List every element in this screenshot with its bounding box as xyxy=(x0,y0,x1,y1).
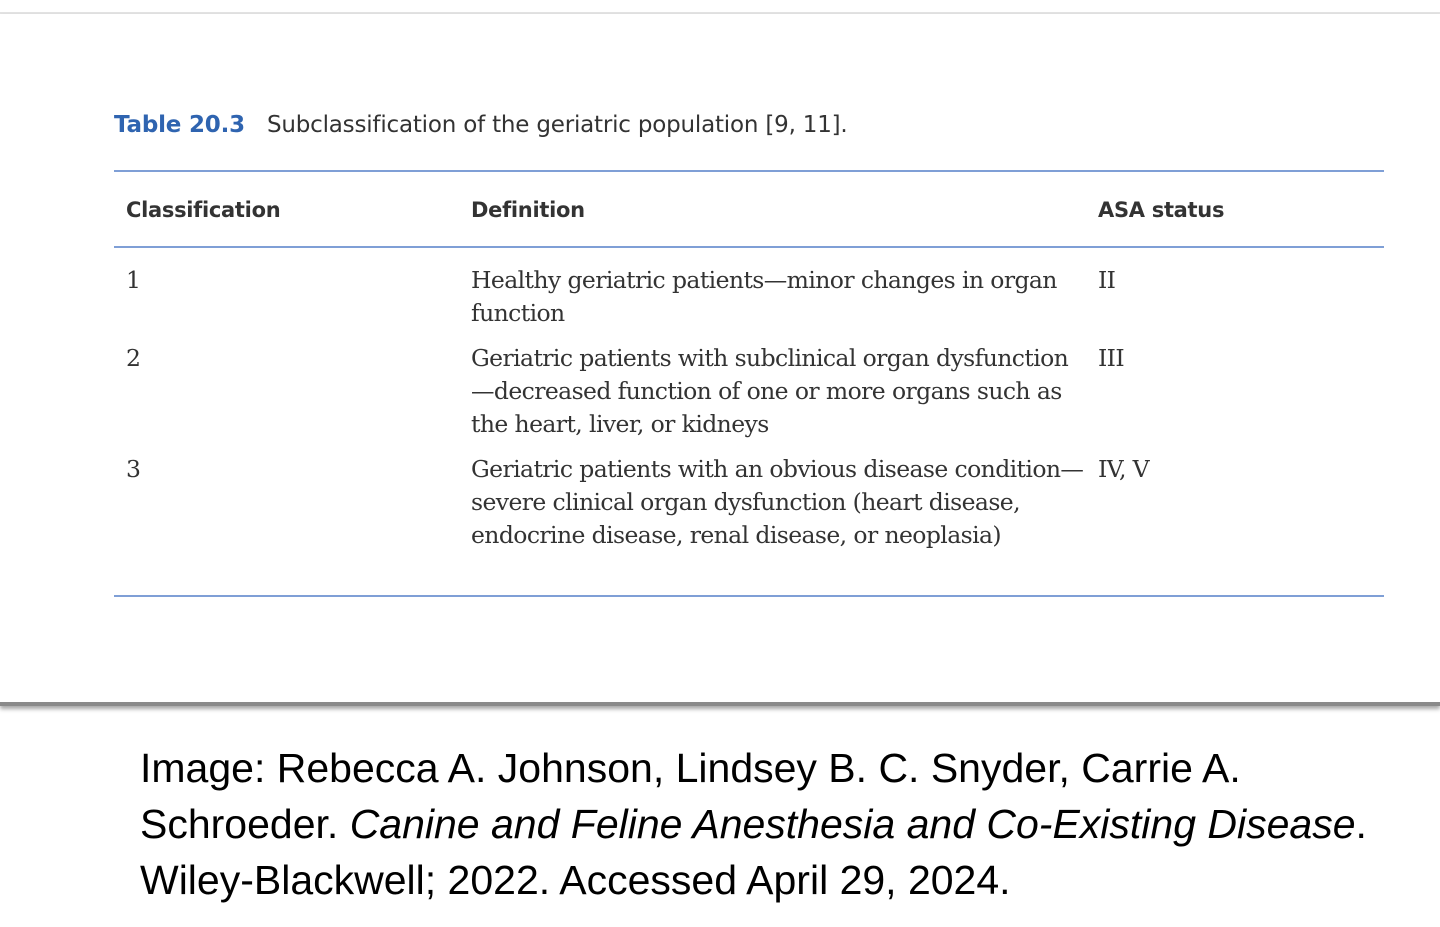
row-2-definition: Geriatric patients with subclinical organ dysfunction—decreased function of one or more organs such as the heart, liver, or kidneys xyxy=(471,344,1069,438)
row-3-definition: Geriatric patients with an obvious disease condition—severe clinical organ dysfunction (heart disease, endocrine disease, renal disease, or neoplasia) xyxy=(471,455,1084,549)
citation-book-title: Canine and Feline Anesthesia and Co-Existing Disease xyxy=(349,801,1356,847)
header-definition: Definition xyxy=(471,198,585,222)
citation-publisher: . Wiley-Blackwell; 2022. Accessed April 29, 2024. xyxy=(140,801,1367,903)
row-1-definition: Healthy geriatric patients—minor changes in organ function xyxy=(471,266,1057,327)
row-3-asa-status: IV, V xyxy=(1098,455,1150,483)
table-header-rule xyxy=(114,246,1384,248)
table-caption xyxy=(114,112,848,138)
row-2-classification: 2 xyxy=(126,344,141,372)
table-top-rule xyxy=(114,170,1384,172)
row-3-classification: 3 xyxy=(126,455,141,483)
row-2-asa-status: III xyxy=(1098,344,1125,372)
row-1-asa-status: II xyxy=(1098,266,1116,294)
table-bottom-rule xyxy=(114,595,1384,597)
header-classification: Classification xyxy=(126,198,281,222)
header-asa-status: ASA status xyxy=(1098,198,1225,222)
image-citation xyxy=(140,740,1400,908)
table-screenshot-panel xyxy=(0,14,1440,706)
table-number: Table 20.3 xyxy=(114,112,245,138)
table-title: Subclassification of the geriatric population [9, 11]. xyxy=(266,112,848,138)
citation-authors: Image: Rebecca A. Johnson, Lindsey B. C. Snyder, Carrie A. Schroeder. xyxy=(140,745,1241,847)
row-1-classification: 1 xyxy=(126,266,141,294)
